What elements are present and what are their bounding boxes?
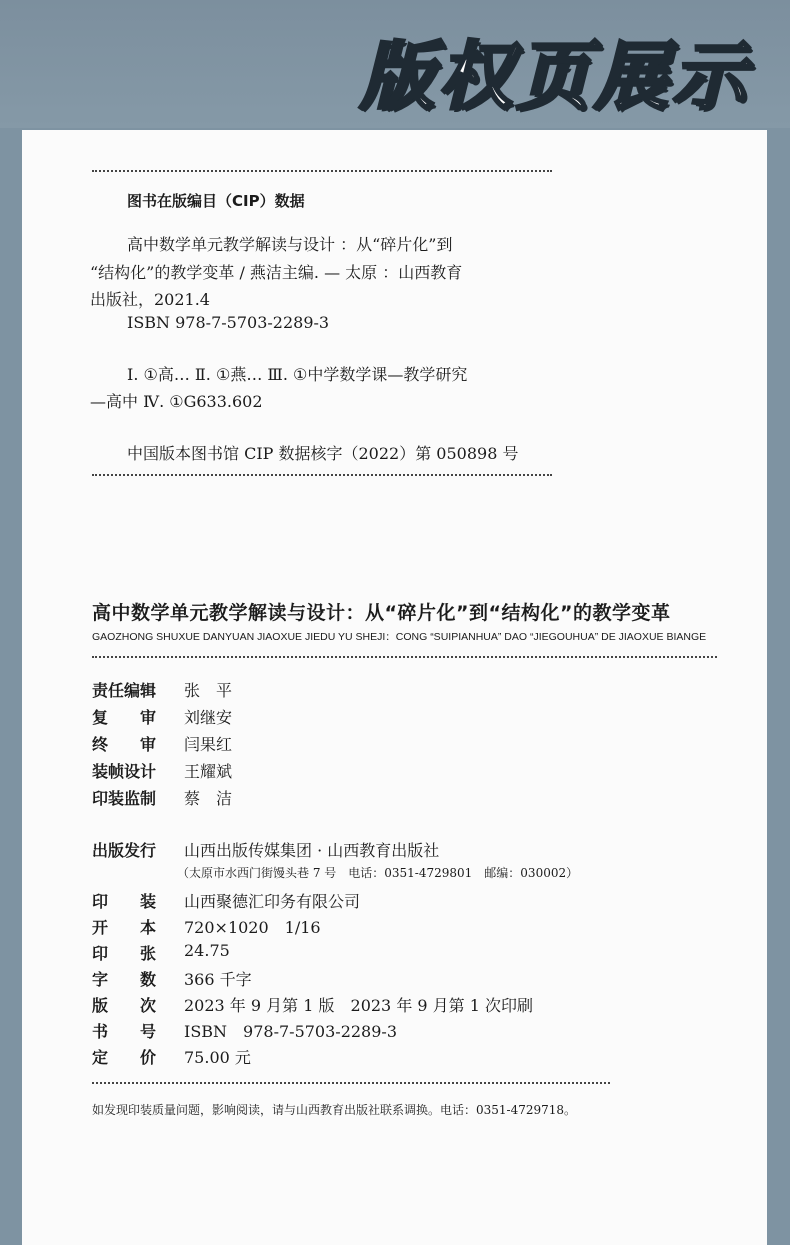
staff-value: 王耀斌 bbox=[184, 762, 233, 781]
spec-label: 字 数 bbox=[92, 970, 157, 989]
staff-label: 装帧设计 bbox=[92, 762, 157, 781]
staff-value: 蔡 洁 bbox=[184, 789, 233, 808]
book-title-pinyin: GAOZHONG SHUXUE DANYUAN JIAOXUE JIEDU YU SHEJI：CONG “SUIPIANHUA” DAO “JIEGOUHUA” DE JIAOXUE BIANGE bbox=[92, 631, 707, 643]
cip-heading: 图书在版编目（CIP）数据 bbox=[127, 192, 305, 210]
spec-label: 开 本 bbox=[92, 918, 157, 937]
spec-label: 书 号 bbox=[92, 1022, 157, 1041]
divider bbox=[92, 474, 552, 476]
publish-address: （太原市水西门街馒头巷 7 号 电话：0351-4729801 邮编：030002） bbox=[177, 866, 579, 880]
spec-value: 366 千字 bbox=[184, 970, 252, 989]
spec-label: 定 价 bbox=[92, 1048, 157, 1067]
spec-value: 75.00 元 bbox=[184, 1048, 251, 1067]
divider bbox=[92, 1082, 610, 1084]
cip-line: Ⅰ. ①高… Ⅱ. ①燕… Ⅲ. ①中学数学课—教学研究 bbox=[127, 365, 468, 384]
publish-label: 出版发行 bbox=[92, 841, 157, 860]
cip-line: —高中 Ⅳ. ①G633.602 bbox=[90, 392, 263, 411]
spec-label: 版 次 bbox=[92, 996, 157, 1015]
staff-value: 张 平 bbox=[184, 681, 233, 700]
staff-label: 复 审 bbox=[92, 708, 157, 727]
staff-label: 印装监制 bbox=[92, 789, 157, 808]
staff-value: 刘继安 bbox=[184, 708, 233, 727]
cip-line: 高中数学单元教学解读与设计 ：从“碎片化”到 bbox=[127, 235, 453, 254]
cip-line: ISBN 978-7-5703-2289-3 bbox=[127, 313, 330, 332]
cip-line: 出版社，2021.4 bbox=[90, 290, 210, 309]
publish-value: 山西出版传媒集团 · 山西教育出版社 bbox=[184, 841, 440, 860]
banner bbox=[0, 0, 790, 128]
cip-line: 中国版本图书馆 CIP 数据核字（2022）第 050898 号 bbox=[127, 444, 519, 463]
staff-label: 终 审 bbox=[92, 735, 157, 754]
spec-value: ISBN 978-7-5703-2289-3 bbox=[184, 1022, 398, 1041]
staff-value: 闫果红 bbox=[184, 735, 233, 754]
copyright-page bbox=[22, 130, 767, 1245]
spec-label: 印 张 bbox=[92, 944, 157, 963]
spec-value: 720×1020 1/16 bbox=[184, 918, 321, 937]
banner-title: 版权页展示 bbox=[360, 34, 750, 120]
cip-line: “结构化”的教学变革 / 燕洁主编. — 太原 ：山西教育 bbox=[90, 263, 463, 282]
spec-value: 24.75 bbox=[184, 941, 230, 960]
staff-label: 责任编辑 bbox=[92, 681, 157, 700]
footer-note: 如发现印装质量问题，影响阅读，请与山西教育出版社联系调换。电话：0351-4729718。 bbox=[92, 1103, 577, 1117]
divider bbox=[92, 170, 552, 172]
spec-value: 2023 年 9 月第 1 版 2023 年 9 月第 1 次印刷 bbox=[184, 996, 534, 1015]
divider bbox=[92, 656, 717, 658]
spec-value: 山西聚德汇印务有限公司 bbox=[184, 892, 361, 911]
book-title: 高中数学单元教学解读与设计：从“碎片化”到“结构化”的教学变革 bbox=[92, 602, 671, 624]
spec-label: 印 装 bbox=[92, 892, 157, 911]
